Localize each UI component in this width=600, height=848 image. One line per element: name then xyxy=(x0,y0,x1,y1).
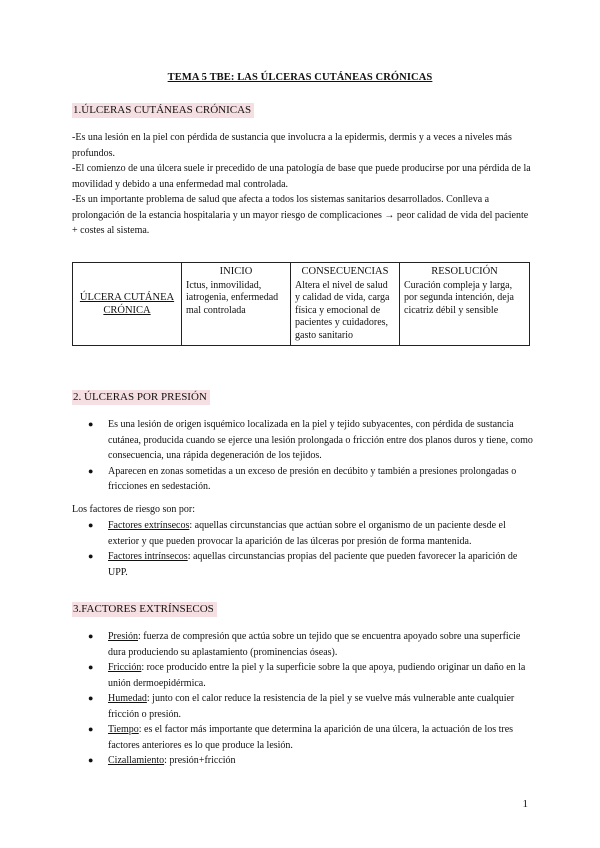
bullet-icon: ● xyxy=(88,465,94,476)
page-number: 1 xyxy=(522,798,528,810)
column-header: INICIO xyxy=(219,266,253,277)
bullet-icon: ● xyxy=(88,755,94,765)
paragraph: -Es un importante problema de salud que afecta a todos los sistemas sanitarios desarrollados. Conlleva a prolongación de la estancia hospitalaria y un mayor riesgo de complicaciones → peor calidad de vida del paciente + costes al sistema. xyxy=(72,194,529,236)
bullet-icon: ● xyxy=(88,551,94,561)
table-row xyxy=(73,263,530,346)
list-item xyxy=(88,753,533,769)
list-item-text: Es una lesión de origen isquémico localizada en la piel y tejido subyacentes, con pérdida de sustancia cutánea, producida cuando se ejerce una lesión prolongada o fricción entre dos planos duros y tiene, como consecuencia, una rápida degeneración de los tejidos. xyxy=(108,419,533,461)
paragraph: -Es una lesión en la piel con pérdida de sustancia que involucra a la epidermis, dermis y a veces a niveles más profundos. xyxy=(72,132,512,159)
table-cell-consecuencias xyxy=(291,263,400,346)
section-heading-1: 1.ÚLCERAS CUTÁNEAS CRÓNICAS xyxy=(72,103,254,118)
list-item xyxy=(88,660,533,691)
term: Fricción xyxy=(108,662,142,673)
bullet-icon: ● xyxy=(88,631,94,641)
bullet-icon: ● xyxy=(88,520,94,530)
bullet-icon: ● xyxy=(88,724,94,734)
section-heading-2: 2. ÚLCERAS POR PRESIÓN xyxy=(72,390,210,405)
definition: : junto con el calor reduce la resistencia de la piel y se vuelve más vulnerable ante cualquier fricción o presión. xyxy=(108,693,515,720)
table-cell-inicio xyxy=(182,263,291,346)
document-title: TEMA 5 TBE: LAS ÚLCERAS CUTÁNEAS CRÓNICAS xyxy=(167,72,433,83)
definition: : fuerza de compresión que actúa sobre un tejido que se encuentra apoyado sobre una superficie dura produciendo su aplastamiento (prominencias óseas). xyxy=(108,631,521,658)
term: Humedad xyxy=(108,693,147,704)
section-2-bullets xyxy=(88,417,533,495)
bullet-icon: ● xyxy=(88,662,94,672)
cell-text: Ictus, inmovilidad, iatrogenia, enfermedad mal controlada xyxy=(186,279,279,316)
list-item xyxy=(88,464,533,495)
definition: : aquellas circunstancias que actúan sobre el organismo de un paciente desde el exterior y que pueden provocar la aparición de las úlceras por presión de forma mantenida. xyxy=(108,520,506,547)
term: Presión xyxy=(108,631,138,642)
factors-intro: Los factores de riesgo son por: xyxy=(72,504,196,515)
bullet-icon: ● xyxy=(88,419,94,429)
list-item xyxy=(88,722,533,753)
list-item-text: Aparecen en zonas sometidas a un exceso de presión en decúbito y también a presiones prolongadas o fricciones en sedestación. xyxy=(108,465,517,492)
section-heading-3: 3.FACTORES EXTRÍNSECOS xyxy=(72,602,217,617)
list-item xyxy=(88,629,533,660)
list-item xyxy=(88,518,533,549)
extrinsic-factors-list xyxy=(88,629,533,769)
column-header: CONSECUENCIAS xyxy=(301,266,389,277)
bullet-icon: ● xyxy=(88,693,94,703)
term: Cizallamiento xyxy=(108,755,165,766)
term: Factores extrínsecos xyxy=(108,520,190,531)
cell-text: Altera el nivel de salud y calidad de vida, carga física y emocional de pacientes y cuidadores, gasto sanitario xyxy=(295,279,390,341)
column-header: RESOLUCIÓN xyxy=(431,266,498,277)
definition: : aquellas circunstancias propias del paciente que pueden favorecer la aparición de UPP. xyxy=(108,551,518,578)
definition: : presión+fricción xyxy=(164,755,236,766)
definition: : roce producido entre la piel y la superficie sobre la que apoya, pudiendo originar un daño en la unión dermoepidérmica. xyxy=(108,662,526,689)
term: Factores intrínsecos xyxy=(108,551,188,562)
list-item xyxy=(88,417,533,464)
cell-text: Curación compleja y larga, por segunda intención, deja cicatriz débil y sensible xyxy=(404,279,514,316)
table-row-header: ÚLCERA CUTÁNEA CRÓNICA xyxy=(73,263,182,346)
list-item xyxy=(88,691,533,722)
ulcer-summary-table xyxy=(72,262,530,346)
risk-factors-list xyxy=(88,518,533,580)
list-item xyxy=(88,549,533,580)
section-1-body xyxy=(72,130,532,239)
term: Tiempo xyxy=(108,724,139,735)
definition: : es el factor más importante que determina la aparición de una úlcera, la actuación de los tres factores anteriores es lo que produce la lesión. xyxy=(108,724,514,751)
paragraph: -El comienzo de una úlcera suele ir precedido de una patología de base que puede producirse por una pérdida de la movilidad y debido a una enfermedad mal controlada. xyxy=(72,163,531,190)
table-cell-resolucion xyxy=(400,263,530,346)
